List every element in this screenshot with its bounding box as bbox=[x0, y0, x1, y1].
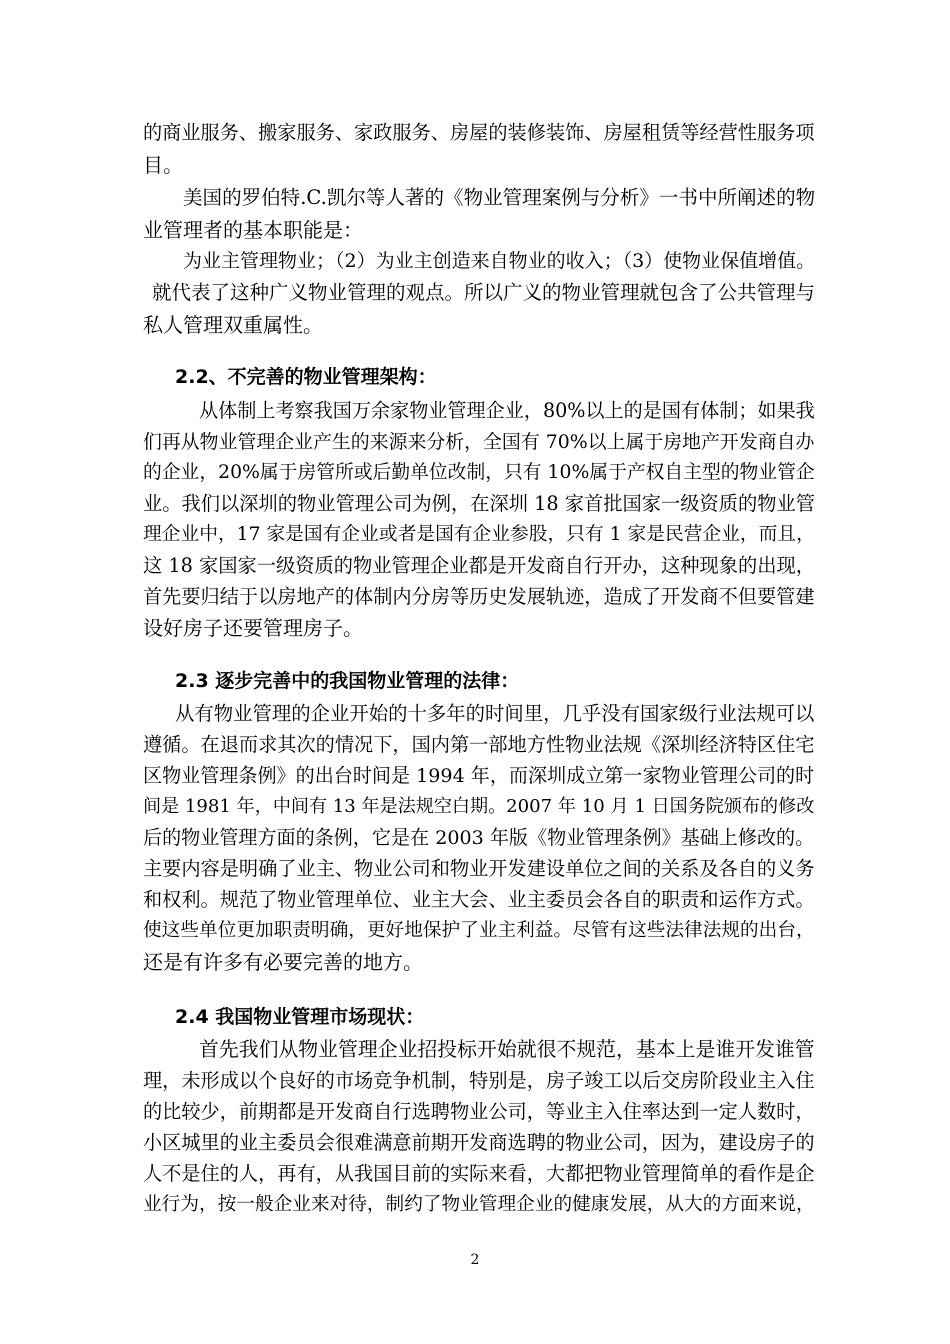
body-text-line: 首先要归结于以房地产的体制内分房等历史发展轨迹，造成了开发商不但要管建 bbox=[143, 585, 815, 608]
body-text-line: 设好房子还要管理房子。 bbox=[143, 616, 363, 640]
body-text-line: 业行为，按一般企业来对待，制约了物业管理企业的健康发展，从大的方面来说， bbox=[143, 1194, 815, 1215]
body-text-line: 主要内容是明确了业主、物业公司和物业开发建设单位之间的关系及各自的义务 bbox=[143, 857, 815, 880]
body-text-line: 从有物业管理的企业开始的十多年的时间里，几乎没有国家级行业法规可以 bbox=[175, 702, 815, 725]
section-heading-2-4: 2.4 我国物业管理市场现状： bbox=[175, 1006, 425, 1028]
body-text-line: 间是 1981 年，中间有 13 年是法规空白期。2007 年 10 月 1 日国务院颁布的修改 bbox=[143, 796, 815, 817]
body-text-line: 业管理者的基本职能是： bbox=[143, 218, 363, 242]
body-text-line: 人不是住的人，再有，从我国目前的实际来看，大都把物业管理简单的看作是企 bbox=[143, 1162, 815, 1185]
page-number: 2 bbox=[470, 1252, 480, 1268]
body-text-line: 使这些单位更加职责明确，更好地保护了业主利益。尽管有这些法律法规的出台， bbox=[143, 920, 815, 941]
body-text-line: 小区城里的业主委员会很难满意前期开发商选聘的物业公司，因为，建设房子的 bbox=[143, 1131, 815, 1154]
body-text-line: 美国的罗伯特.C.凯尔等人著的《物业管理案例与分析》一书中所阐述的物 bbox=[183, 186, 816, 209]
body-text-line: 就代表了这种广义物业管理的观点。所以广义的物业管理就包含了公共管理与 bbox=[152, 281, 816, 304]
body-text-line: 的比较少，前期都是开发商自行选聘物业公司，等业主入住率达到一定人数时， bbox=[143, 1100, 815, 1123]
body-text-line: 还是有许多有必要完善的地方。 bbox=[143, 950, 423, 974]
body-text-line: 的商业服务、搬家服务、家政服务、房屋的装修装饰、房屋租赁等经营性服务项 bbox=[143, 121, 815, 144]
body-text-line: 首先我们从物业管理企业招投标开始就很不规范，基本上是谁开发谁管 bbox=[199, 1038, 815, 1061]
body-text-line: 这 18 家国家一级资质的物业管理企业都是开发商自行开办，这种现象的出现， bbox=[143, 554, 815, 577]
body-text-line: 理企业中，17 家是国有企业或者是国有企业参股，只有 1 家是民营企业，而且， bbox=[143, 524, 815, 545]
body-text-line: 们再从物业管理企业产生的来源来分析，全国有 70%以上属于房地产开发商自办 bbox=[143, 431, 815, 453]
body-text-line: 从体制上考察我国万余家物业管理企业，80%以上的是国有体制；如果我 bbox=[199, 399, 815, 422]
body-text-line: 理，未形成以个良好的市场竞争机制，特别是，房子竣工以后交房阶段业主入住 bbox=[143, 1069, 815, 1092]
body-text-line: 遵循。在退而求其次的情况下，国内第一部地方性物业法规《深圳经济特区住宅 bbox=[143, 733, 815, 756]
section-heading-2-2: 2.2、不完善的物业管理架构： bbox=[175, 366, 437, 388]
body-text-line: 为业主管理物业；（2）为业主创造来自物业的收入；（3）使物业保值增值。 bbox=[183, 250, 816, 272]
section-heading-2-3: 2.3 逐步完善中的我国物业管理的法律： bbox=[175, 670, 520, 692]
body-text-line: 业。我们以深圳的物业管理公司为例，在深圳 18 家首批国家一级资质的物业管 bbox=[143, 492, 815, 515]
body-text-line: 私人管理双重属性。 bbox=[143, 313, 323, 337]
body-text-line: 和权利。规范了物业管理单位、业主大会、业主委员会各自的职责和运作方式。 bbox=[143, 888, 815, 911]
body-text-line: 区物业管理条例》的出台时间是 1994 年，而深圳成立第一家物业管理公司的时 bbox=[143, 764, 815, 787]
body-text-line: 的企业，20%属于房管所或后勤单位改制，只有 10%属于产权自主型的物业管企 bbox=[143, 462, 815, 483]
body-text-line: 后的物业管理方面的条例，它是在 2003 年版《物业管理条例》基础上修改的。 bbox=[143, 826, 815, 849]
body-text-line: 目。 bbox=[143, 153, 183, 177]
